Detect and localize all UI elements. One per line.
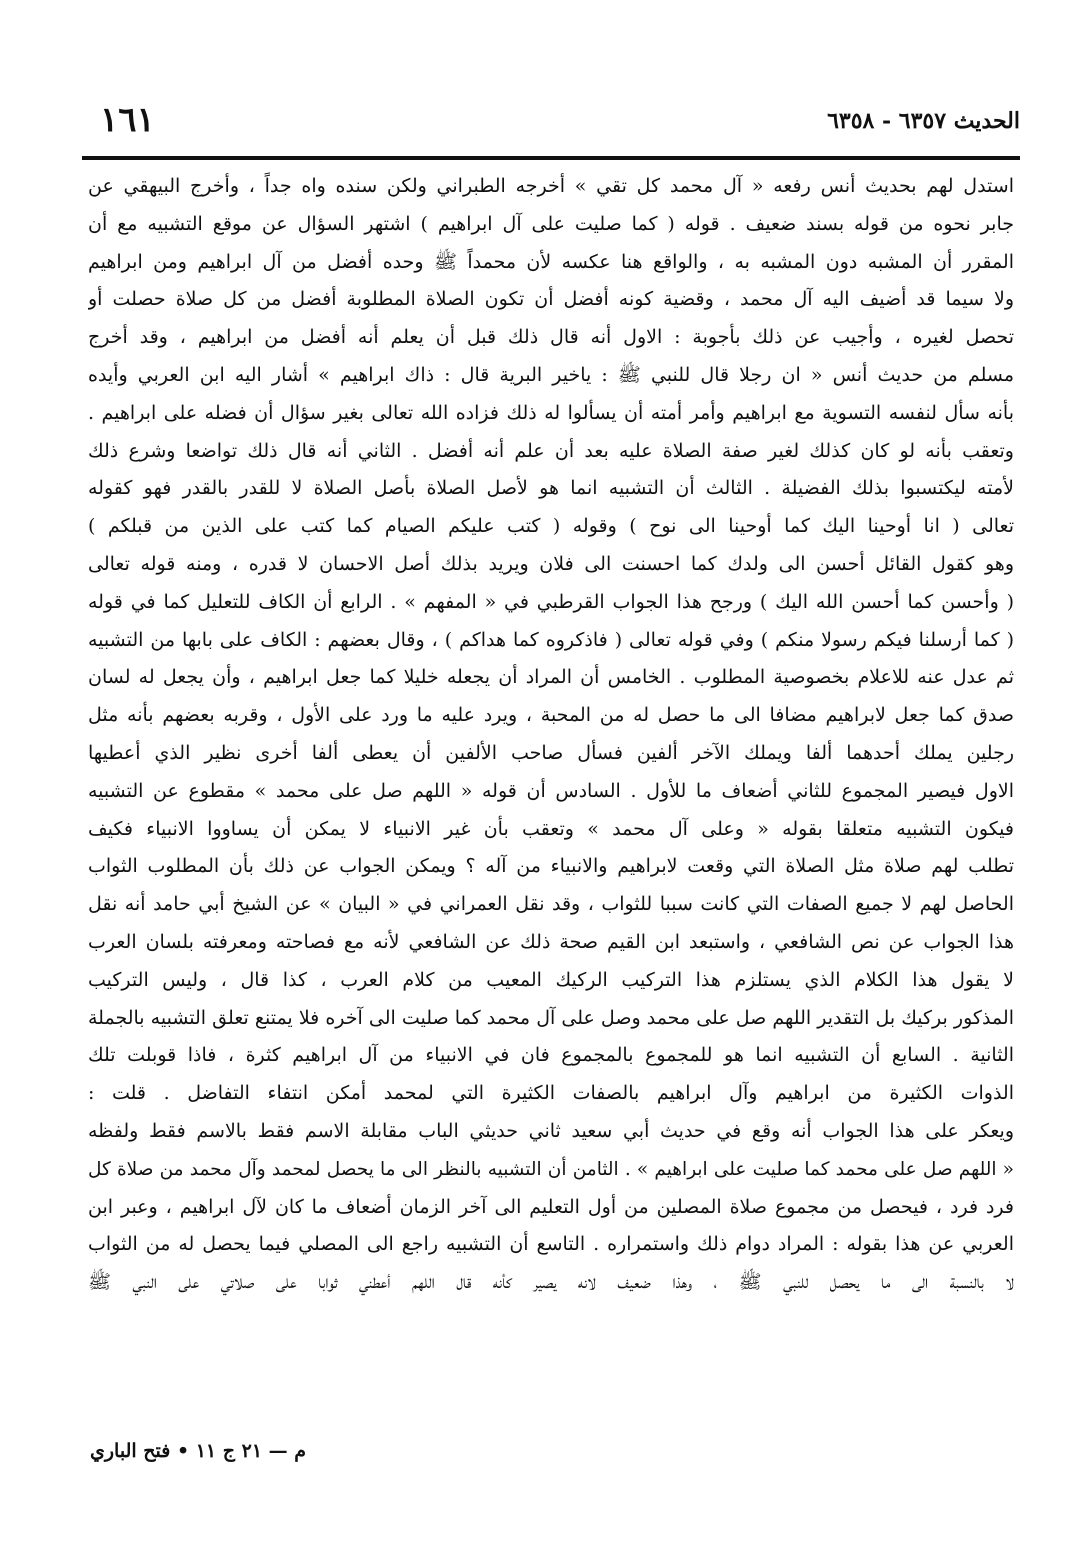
text-line: مسلم من حديث أنس « ان رجلا قال للنبي ﷺ : ياخير البرية قال : ذاك ابراهيم » أشار اليه ابن العربي وأيده — [88, 363, 1014, 386]
footer-signature: م — ٢١ ج ١١ • فتح الباري — [90, 1440, 307, 1462]
text-line: ( كما أرسلنا فيكم رسولا منكم ) وفي قوله تعالى ( فاذكروه كما هداكم ) ، وقال بعضهم : الكاف على بابها من التشبيه — [88, 628, 1014, 651]
text-line: ( وأحسن كما أحسن الله اليك ) ورجح هذا الجواب القرطبي في « المفهم » . الرابع أن الكاف للتعليل كما في قوله — [88, 590, 1014, 613]
running-title: الحديث ٦٣٥٧ - ٦٣٥٨ — [827, 108, 1020, 134]
text-line: فرد فرد ، فيحصل من مجموع صلاة المصلين من أول التعليم الى آخر الزمان أضعاف ما كان لآل ابراهيم ، وعبر ابن — [88, 1195, 1014, 1218]
text-line: « اللهم صل على محمد كما صليت على ابراهيم » . الثامن أن التشبيه بالنظر الى ما يحصل لمحمد وآل محمد من صلاة كل — [88, 1158, 1014, 1180]
text-line: وهو كقول القائل أحسن الى ولدك كما احسنت الى فلان ويريد بذلك أصل الاحسان لا قدره ، ومنه قوله تعالى — [88, 552, 1014, 575]
body-text — [88, 168, 1014, 1302]
text-line: المقرر أن المشبه دون المشبه به ، والواقع هنا عكسه لأن محمداً ﷺ وحده أفضل من آل ابراهيم ومن ابراهيم — [88, 250, 1014, 273]
text-line: الحاصل لهم لا جميع الصفات التي كانت سببا للثواب ، وقد نقل العمراني في « البيان » عن الشيخ أبي حامد أنه نقل — [88, 893, 1014, 916]
text-line: صدق كما جعل لابراهيم مضافا الى ما حصل له من المحبة ، ويرد عليه ما ورد على الأول ، وقربه بعضهم بأنه مثل — [88, 704, 1014, 727]
header-divider — [82, 156, 1020, 160]
text-line: الذوات الكثيرة من ابراهيم وآل ابراهيم بالصفات الكثيرة التي لمحمد أمكن انتفاء التفاضل . قلت : — [88, 1082, 1014, 1105]
text-line: تطلب لهم صلاة مثل الصلاة التي وقعت لابراهيم والانبياء من آله ؟ ويمكن الجواب عن ذلك بأن المطلوب الثواب — [88, 855, 1014, 878]
text-line: لا بالنسبة الى ما يحصل للنبي ﷺ ، وهذا ضعيف لانه يصير كأنه قال اللهم أعطني ثوابا على صلاتي على النبي ﷺ — [88, 1271, 1014, 1294]
text-line: تحصل لغيره ، وأجيب عن ذلك بأجوبة : الاول أنه قال ذلك قبل أن يعلم أنه أفضل من ابراهيم ، وقد أخرج — [88, 326, 1014, 349]
text-line: ولا سيما قد أضيف اليه آل محمد ، وقضية كونه أفضل أن تكون الصلاة المطلوبة أفضل من كل صلاة حصلت أو — [88, 288, 1014, 311]
text-line: هذا الجواب عن نص الشافعي ، واستبعد ابن القيم صحة ذلك عن الشافعي لأنه مع فصاحته ومعرفته بلسان العرب — [88, 930, 1014, 953]
text-line: المذكور بركيك بل التقدير اللهم صل على محمد وصل على آل محمد كما صليت الى آخره فلا يمتنع تعلق التشبيه بالجملة — [88, 1006, 1014, 1029]
text-line: وتعقب بأنه لو كان كذلك لغير صفة الصلاة عليه بعد أن علم أنه أفضل . الثاني أنه قال ذلك تواضعا وشرع ذلك — [88, 439, 1014, 462]
text-line: استدل لهم بحديث أنس رفعه « آل محمد كل تقي » أخرجه الطبراني ولكن سنده واه جداً ، وأخرج البيهقي عن — [88, 175, 1014, 197]
text-line: ويعكر على هذا الجواب أنه وقع في حديث أبي سعيد ثاني حديثي الباب مقابلة الاسم فقط بالاسم فقط ولفظه — [88, 1119, 1014, 1142]
text-line: الاول فيصير المجموع للثاني أضعاف ما للأول . السادس أن قوله « اللهم صل على محمد » مقطوع عن التشبيه — [88, 779, 1014, 802]
text-line: تعالى ( انا أوحينا اليك كما أوحينا الى نوح ) وقوله ( كتب عليكم الصيام كما كتب على الذين من قبلكم ) — [88, 515, 1014, 538]
page-number: ١٦١ — [100, 100, 155, 140]
text-line: بأنه سأل لنفسه التسوية مع ابراهيم وأمر أمته أن يسألوا له ذلك فزاده الله تعالى بغير سؤال أن فضله على ابراهيم . — [88, 401, 1014, 424]
page-header — [80, 100, 1020, 160]
text-line: ثم عدل عنه للاعلام بخصوصية المطلوب . الخامس أن المراد أن يجعله خليلا كما جعل ابراهيم ، وأن يجعل له لسان — [88, 666, 1014, 689]
text-line: لا يقول هذا الكلام الذي يستلزم هذا التركيب الركيك المعيب من كلام العرب ، كذا قال ، وليس التركيب — [88, 968, 1014, 991]
text-line: جابر نحوه من قوله بسند ضعيف . قوله ( كما صليت على آل ابراهيم ) اشتهر السؤال عن موقع التشبيه مع أن — [88, 212, 1014, 235]
text-line: لأمته ليكتسبوا بذلك الفضيلة . الثالث أن التشبيه انما هو لأصل الصلاة بأصل الصلاة لا للقدر بالقدر فهو كقوله — [88, 477, 1014, 500]
text-line: فيكون التشبيه متعلقا بقوله « وعلى آل محمد » وتعقب بأن غير الانبياء لا يمكن أن يساووا الانبياء فكيف — [88, 817, 1014, 840]
text-line: الثانية . السابع أن التشبيه انما هو للمجموع بالمجموع فان في الانبياء من آل ابراهيم كثرة ، فاذا قوبلت تلك — [88, 1044, 1014, 1067]
text-line: رجلين يملك أحدهما ألفا ويملك الآخر ألفين فسأل صاحب الألفين أن يعطى ألفا أخرى نظير الذي أعطيها — [88, 741, 1014, 764]
text-line: العربي عن هذا بقوله : المراد دوام ذلك واستمراره . التاسع أن التشبيه راجع الى المصلي فيما يحصل له من الثواب — [88, 1233, 1014, 1256]
